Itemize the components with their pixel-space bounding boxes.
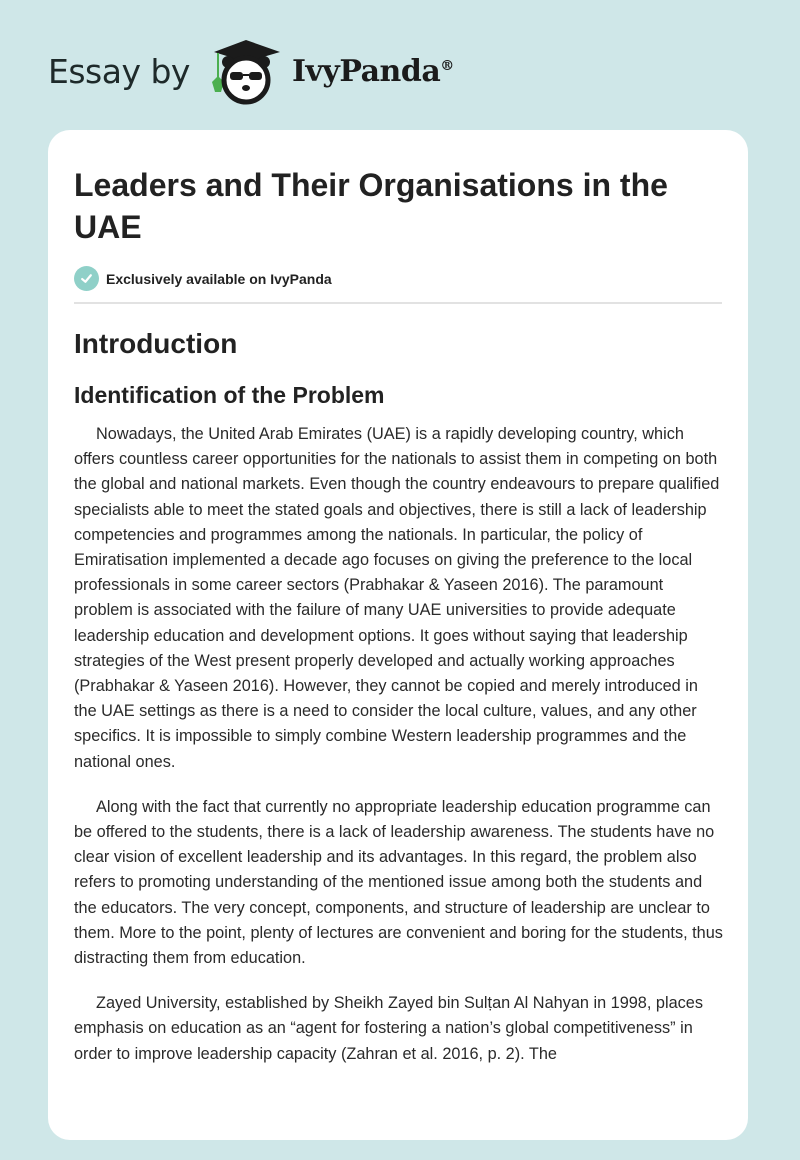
- brand-name[interactable]: [292, 54, 454, 89]
- ivypanda-logo-icon[interactable]: [206, 36, 286, 106]
- site-header: [48, 36, 454, 106]
- essay-title: Leaders and Their Organisations in the UAE: [74, 167, 668, 245]
- paragraph: Zayed University, established by Sheikh Zayed bin Sulṭan Al Nahyan in 1998, places emphasis on education as an “agent for fostering a nation’s global competitiveness” in order to improve leadership capacity (Zahran et al. 2016, p. 2). The: [74, 994, 703, 1063]
- essay-card: [48, 130, 748, 1140]
- registered-mark: ®: [440, 57, 454, 74]
- paragraph: Along with the fact that currently no appropriate leadership education programme can be offered to the students, there is a lack of leadership awareness. The students have no clear vision of excellent leadership and its advantages. In this regard, the problem also refers to promoting understanding of the mentioned issue among both the students and the educators. The very concept, components, and structure of leadership are unclear to them. More to the point, plenty of lectures are convenient and boring for the students, thus distracting them from education.: [74, 797, 723, 968]
- essay-by-label: Essay by: [48, 51, 190, 91]
- check-icon: [74, 266, 99, 291]
- exclusive-label: Exclusively available on IvyPanda: [106, 270, 332, 287]
- divider: [74, 302, 722, 304]
- section-heading: Introduction: [74, 328, 238, 359]
- exclusive-badge: [74, 266, 722, 291]
- brand-text: IvyPanda: [291, 53, 441, 89]
- subsection-heading: Identification of the Problem: [74, 382, 385, 408]
- paragraph: Nowadays, the United Arab Emirates (UAE) is a rapidly developing country, which offers countless career opportunities for the nationals to assist them in competing on both the global and national markets. Even though the country endeavours to prepare qualified specialists able to meet the stated goals and objectives, there is still a lack of leadership competencies and programmes among the nationals. In particular, the policy of Emiratisation implemented a decade ago focuses on giving the preference to the local professionals in some career sectors (Prabhakar & Yaseen 2016). The paramount problem is associated with the failure of many UAE universities to provide adequate leadership education and development options. It goes without saying that leadership strategies of the West present properly developed and actually working approaches (Prabhakar & Yaseen 2016). However, they cannot be copied and merely introduced in the UAE settings as there is a need to consider the local culture, values, and any other specifics. It is impossible to simply combine Western leadership programmes and the national ones.: [74, 425, 720, 771]
